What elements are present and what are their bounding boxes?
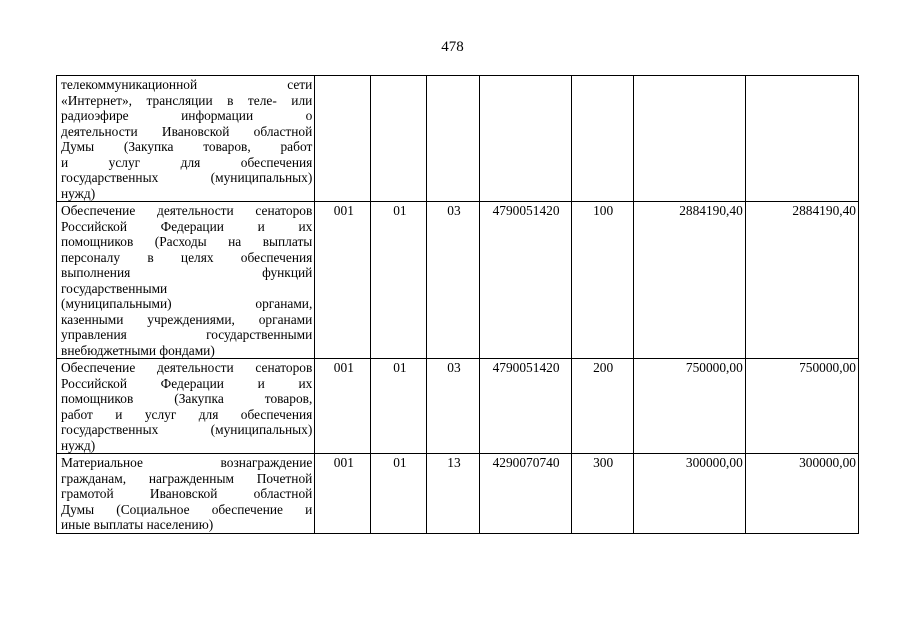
amount-cell-2: 750000,00 [745,359,858,454]
description-line: работ и услуг для обеспечения [61,406,313,422]
table-row [57,454,859,534]
description-line: грамотой Ивановской областной [61,486,313,501]
section-code-cell: 01 [371,202,427,359]
expense-type-cell: 300 [571,454,633,534]
subsection-code-cell: 03 [427,202,479,359]
subsection-code-cell: 13 [427,454,479,534]
section-code-cell: 01 [371,359,427,454]
description-cell [57,359,315,454]
description-line: деятельности Ивановской областной [61,123,313,139]
description-cell [57,76,315,202]
amount-cell-1: 300000,00 [633,454,745,534]
subsection-code-cell [427,76,479,202]
table-row [57,359,859,454]
target-article-cell: 4290070740 [479,454,571,534]
target-article-cell: 4790051420 [479,359,571,454]
ministry-code-cell: 001 [315,202,371,359]
description-line: и услуг для обеспечения [61,154,313,170]
description-line: выполнения функций [61,265,313,280]
description-line: Российской Федерации и их [61,218,313,234]
description-cell [57,202,315,359]
ministry-code-cell: 001 [315,359,371,454]
table-row [57,202,859,359]
amount-cell-1 [633,76,745,202]
table-row [57,76,859,202]
table-body [57,76,859,534]
description-line: нужд) [61,437,96,453]
amount-cell-2: 300000,00 [745,454,858,534]
amount-cell-2 [745,76,858,202]
description-line: Обеспечение деятельности сенаторов [61,203,313,218]
target-article-cell [479,76,571,202]
description-line: государственных (муниципальных) [61,422,313,437]
description-line: нужд) [61,185,96,201]
budget-table [56,75,859,534]
section-code-cell [371,76,427,202]
description-line: гражданам, награжденным Почетной [61,470,313,486]
description-line: (муниципальными) органами, [61,296,313,311]
description-line: Думы (Социальное обеспечение и [61,501,313,517]
ministry-code-cell [315,76,371,202]
description-line: управления государственными [61,327,313,342]
description-line: Материальное вознаграждение [61,455,313,470]
description-line: помощников (Расходы на выплаты [61,234,313,249]
description-line: казенными учреждениями, органами [61,311,313,327]
amount-cell-1: 2884190,40 [633,202,745,359]
description-line: помощников (Закупка товаров, [61,391,313,406]
description-line: Российской Федерации и их [61,375,313,391]
description-line: государственными [61,280,168,296]
description-line: телекоммуникационной сети [61,77,313,92]
description-line: Думы (Закупка товаров, работ [61,139,313,154]
description-line: «Интернет», трансляции в теле- или [61,92,313,108]
description-line: радиоэфире информации о [61,108,313,123]
description-line: внебюджетными фондами) [61,342,215,358]
expense-type-cell: 100 [571,202,633,359]
amount-cell-1: 750000,00 [633,359,745,454]
amount-cell-2: 2884190,40 [745,202,858,359]
description-line: государственных (муниципальных) [61,170,313,185]
description-cell [57,454,315,534]
page-number: 478 [441,39,464,55]
subsection-code-cell: 03 [427,359,479,454]
ministry-code-cell: 001 [315,454,371,534]
description-line: персоналу в целях обеспечения [61,249,313,265]
target-article-cell: 4790051420 [479,202,571,359]
description-line: Обеспечение деятельности сенаторов [61,360,313,375]
expense-type-cell [571,76,633,202]
description-line: иные выплаты населению) [61,517,214,532]
expense-type-cell: 200 [571,359,633,454]
section-code-cell: 01 [371,454,427,534]
